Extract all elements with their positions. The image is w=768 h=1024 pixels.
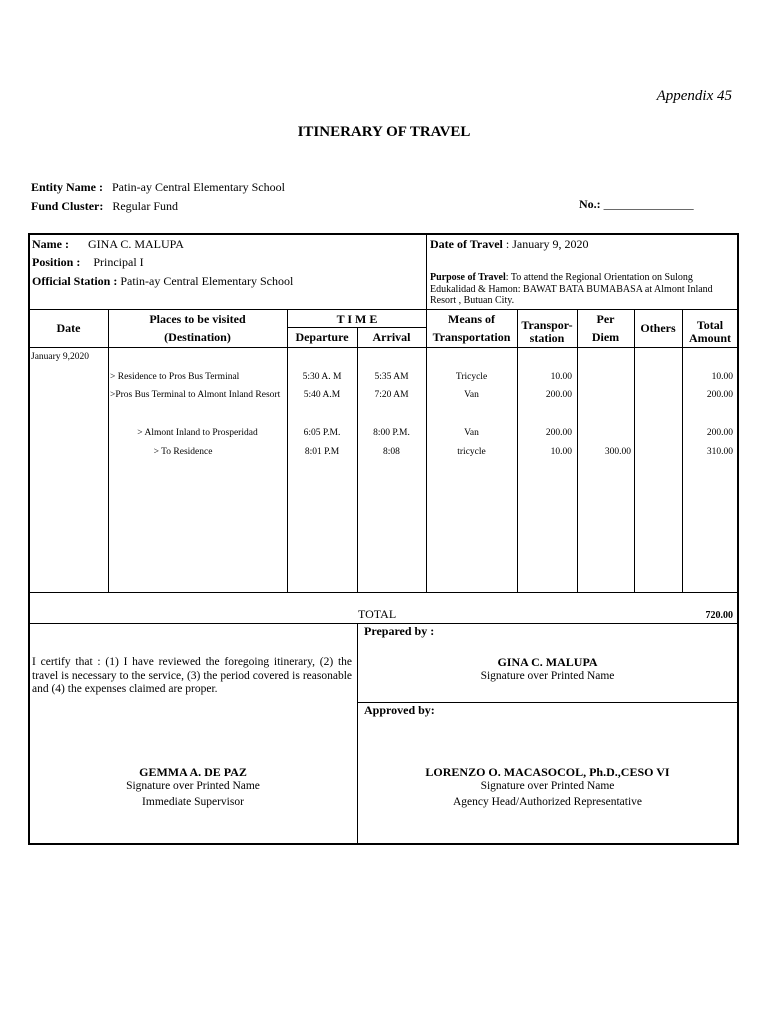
- position-value: Principal I: [93, 255, 144, 269]
- cell-place: >Pros Bus Terminal to Almont Inland Resort: [110, 390, 281, 400]
- cell-departure: 5:30 A. M: [302, 372, 342, 382]
- station-label: Official Station :: [32, 274, 118, 288]
- col-time-header: T I M E: [336, 312, 378, 326]
- number-value: _______________: [603, 197, 694, 211]
- cell-total: 10.00: [711, 372, 733, 382]
- col-means-subheader: Transportation: [432, 330, 511, 344]
- cell-total: 200.00: [706, 390, 733, 400]
- agency-head-title: Agency Head/Authorized Representative: [452, 796, 643, 808]
- col-means-header: Means of: [448, 312, 495, 326]
- purpose-value: : To attend the Regional Orientation on Sulong Edukalidad & Hamon: BAWAT BATA BUMABASA at Almont Inland Resort , Butuan City.: [430, 272, 713, 306]
- date-value: : January 9, 2020: [505, 237, 589, 251]
- date-label: Date of Travel: [430, 237, 503, 251]
- supervisor-name: GEMMA A. DE PAZ: [139, 765, 247, 779]
- cell-place: > Residence to Pros Bus Terminal: [110, 372, 240, 382]
- divider: [426, 234, 427, 310]
- fund-label: Fund Cluster:: [31, 199, 104, 213]
- col-transpo-header: Transpor-: [521, 318, 573, 332]
- agency-head-name: LORENZO O. MACASOCOL, Ph.D.,CESO VI: [425, 765, 670, 779]
- divider: [29, 347, 738, 348]
- document-number: [579, 197, 694, 212]
- appendix-number: Appendix 45: [656, 88, 732, 104]
- col-places-subheader: (Destination): [164, 330, 231, 344]
- name-field: [32, 237, 184, 252]
- cell-transpo: 200.00: [545, 428, 572, 438]
- col-others-header: Others: [640, 321, 676, 335]
- col-date-header: Date: [56, 321, 81, 335]
- col-transpo-subheader: station: [529, 331, 565, 345]
- cell-arrival: 8:00 P.M.: [373, 428, 410, 438]
- position-label: Position :: [32, 255, 81, 269]
- approved-label: Approved by:: [364, 703, 435, 717]
- cell-arrival: 8:08: [383, 447, 400, 457]
- col-total-header: Total: [696, 318, 724, 332]
- prepared-name: GINA C. MALUPA: [497, 655, 598, 669]
- agency-signature-label: Signature over Printed Name: [480, 780, 615, 792]
- cell-transpo: 10.00: [550, 447, 572, 457]
- prepared-label: Prepared by :: [364, 624, 435, 638]
- station-value: Patin-ay Central Elementary School: [120, 274, 294, 288]
- cell-arrival: 5:35 AM: [374, 372, 409, 382]
- cell-means: Van: [464, 390, 479, 400]
- cell-place: > Almont Inland to Prosperidad: [137, 428, 258, 438]
- supervisor-signature-label: Signature over Printed Name: [126, 780, 260, 792]
- col-places-header: Places to be visited: [149, 312, 246, 326]
- col-departure-header: Departure: [295, 330, 349, 344]
- cell-means: Van: [464, 428, 479, 438]
- date-of-travel: [430, 237, 589, 252]
- cell-total: 200.00: [706, 428, 733, 438]
- travel-date: January 9,2020: [31, 352, 90, 362]
- entity-label: Entity Name :: [31, 180, 103, 194]
- cell-means: Tricycle: [455, 372, 488, 382]
- purpose-label: Purpose of Travel: [430, 272, 506, 283]
- col-arrival-header: Arrival: [372, 330, 411, 344]
- cell-departure: 5:40 A.M: [303, 390, 341, 400]
- cell-place: > To Residence: [153, 447, 213, 457]
- prepared-signature-label: Signature over Printed Name: [480, 670, 615, 682]
- col-total-subheader: Amount: [688, 331, 731, 345]
- divider: [357, 328, 358, 593]
- divider: [29, 309, 738, 310]
- col-perdiem-header: Per: [596, 312, 615, 326]
- name-label: Name :: [32, 237, 69, 251]
- cell-perdiem: 300.00: [604, 447, 631, 457]
- cell-transpo: 10.00: [550, 372, 572, 382]
- document-title: ITINERARY OF TRAVEL: [297, 124, 471, 140]
- cell-departure: 6:05 P.M.: [303, 428, 341, 438]
- fund-value: Regular Fund: [112, 199, 179, 213]
- entity-name: [31, 180, 285, 195]
- cell-transpo: 200.00: [545, 390, 572, 400]
- certification-text: I certify that : (1) I have reviewed the foregoing itinerary, (2) the travel is necessary to the service, (3) the period covered is reasonable and (4) the expenses claimed are proper.: [32, 656, 352, 695]
- station-field: [32, 274, 293, 289]
- purpose-of-travel: [430, 272, 732, 307]
- cell-arrival: 7:20 AM: [374, 390, 409, 400]
- divider: [634, 310, 635, 593]
- total-label: TOTAL: [358, 607, 397, 621]
- supervisor-title: Immediate Supervisor: [142, 796, 244, 808]
- divider: [29, 592, 738, 593]
- cell-departure: 8:01 P.M: [304, 447, 340, 457]
- total-amount: 720.00: [705, 610, 733, 621]
- col-perdiem-subheader: Diem: [591, 330, 620, 344]
- number-label: No.:: [579, 197, 601, 211]
- entity-value: Patin-ay Central Elementary School: [112, 180, 285, 194]
- fund-cluster: [31, 199, 178, 214]
- cell-total: 310.00: [706, 447, 733, 457]
- position-field: [32, 255, 144, 270]
- cell-means: tricycle: [457, 447, 486, 457]
- name-value: GINA C. MALUPA: [87, 237, 184, 251]
